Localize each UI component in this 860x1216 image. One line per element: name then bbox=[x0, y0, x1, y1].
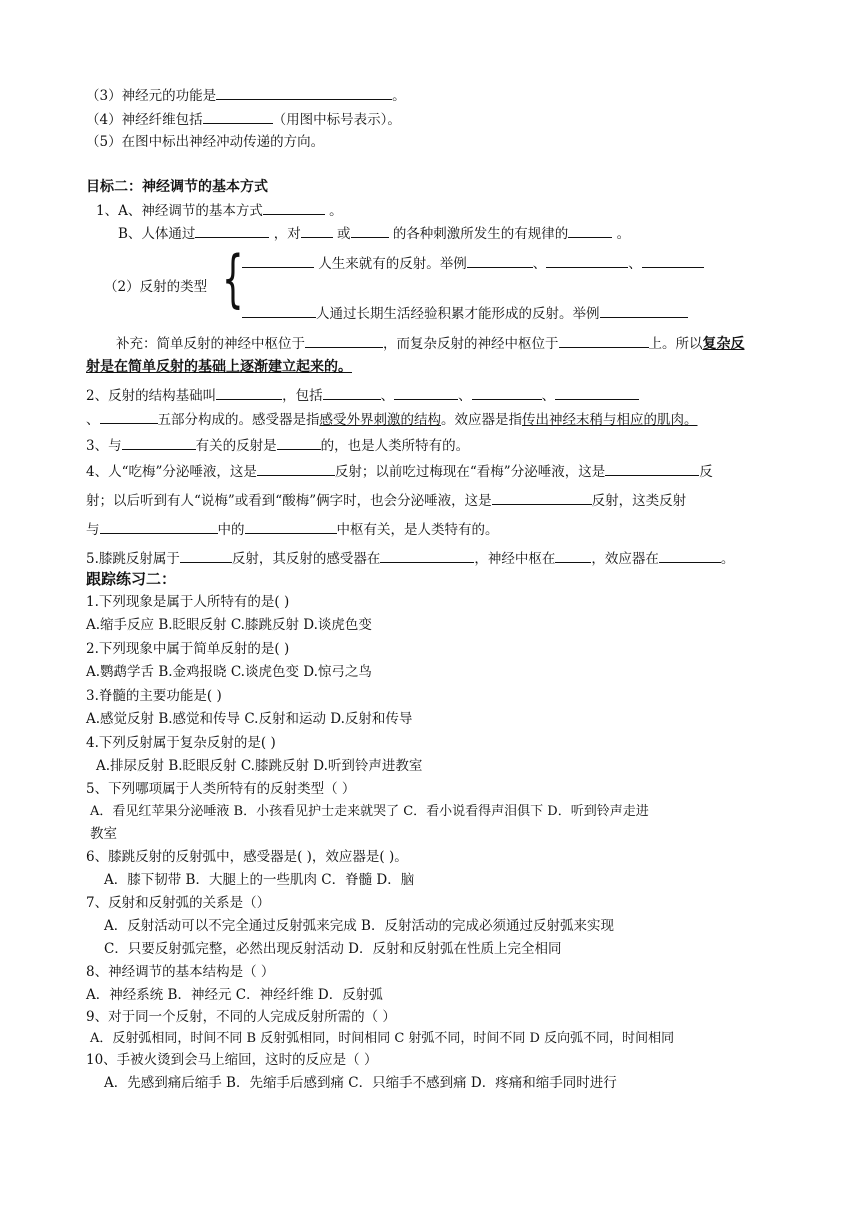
answer-blank[interactable] bbox=[568, 224, 612, 238]
goal2-item5: 5.膝跳反射属于 反射，其反射的感受器在 ，神经中枢在 ，效应器在 。 bbox=[86, 551, 735, 567]
answer-blank[interactable] bbox=[122, 436, 196, 450]
reflex-type-complex: 人通过长期生活经验积累才能形成的反射。举例 bbox=[242, 304, 688, 323]
answer-blank[interactable] bbox=[245, 520, 337, 534]
answer-blank[interactable] bbox=[305, 334, 383, 348]
answer-blank[interactable] bbox=[600, 304, 688, 318]
answer-blank[interactable] bbox=[100, 410, 158, 424]
practice-q3-options: A.感觉反射 B.感觉和传导 C.反射和运动 D.反射和传导 bbox=[86, 711, 413, 727]
practice-q4: 4.下列反射属于复杂反射的是( ) bbox=[86, 735, 276, 751]
goal2-item4-line1: 4、人“吃梅”分泌唾液，这是 反射；以前吃过梅现在“看梅”分泌唾液，这是 反 bbox=[86, 464, 713, 480]
practice-q9: 9、对于同一个反射，不同的人完成反射所需的（ ） bbox=[86, 1009, 396, 1025]
practice-q5: 5、下列哪项属于人类所特有的反射类型（ ） bbox=[86, 781, 356, 797]
answer-blank[interactable] bbox=[555, 549, 591, 563]
practice-q2-options: A.鹦鹉学舌 B.金鸡报晓 C.谈虎色变 D.惊弓之鸟 bbox=[86, 664, 372, 680]
answer-blank[interactable] bbox=[559, 334, 649, 348]
practice-q10-options: A．先感到痛后缩手 B．先缩手后感到痛 C．只缩手不感到痛 D．疼痛和缩手同时进行 bbox=[104, 1075, 617, 1091]
practice-q1-options: A.缩手反应 B.眨眼反射 C.膝跳反射 D.谈虎色变 bbox=[86, 617, 372, 633]
goal2-item1a: 1、A、神经调节的基本方式 。 bbox=[96, 203, 343, 219]
answer-blank[interactable] bbox=[242, 254, 314, 268]
answer-blank[interactable] bbox=[394, 386, 458, 400]
answer-blank[interactable] bbox=[216, 386, 282, 400]
practice-q8-options: A．神经系统 B．神经元 C．神经纤维 D．反射弧 bbox=[86, 987, 383, 1003]
answer-blank[interactable] bbox=[100, 520, 218, 534]
brace-symbol: { bbox=[222, 242, 244, 315]
answer-blank[interactable] bbox=[605, 462, 699, 476]
practice-q9-options: A．反射弧相同，时间不同 B 反射弧相同，时间相同 C 射弧不同，时间不同 D 反向弧不同，时间相同 bbox=[90, 1031, 675, 1046]
goal2-item3: 3、与 有关的反射是 的，也是人类所特有的。 bbox=[86, 438, 470, 454]
goal2-item2: 2、反射的结构基础叫 ，包括 、 、 、 bbox=[86, 386, 639, 405]
practice-q1: 1.下列现象是属于人所特有的是( ) bbox=[86, 594, 290, 610]
section-title-practice2: 跟踪练习二： bbox=[86, 570, 177, 588]
answer-blank[interactable] bbox=[263, 201, 325, 215]
goal2-item2b: 、 五部分构成的。感受器是指感受外界刺激的结构。效应器是指传出神经末稍与相应的肌肉。 bbox=[86, 412, 698, 428]
supplement-emphasis: 射是在简单反射的基础上逐渐建立起来的。 bbox=[86, 359, 352, 375]
goal2-item4-line3: 与 中的 中枢有关，是人类特有的。 bbox=[86, 522, 499, 538]
answer-blank[interactable] bbox=[242, 304, 316, 318]
answer-blank[interactable] bbox=[380, 549, 474, 563]
goal2-item4-line2: 射；以后听到有人“说梅”或看到“酸梅”俩字时，也会分泌唾液，这是 反射，这类反射 bbox=[86, 493, 687, 509]
answer-blank[interactable] bbox=[467, 254, 533, 268]
answer-blank[interactable] bbox=[472, 386, 542, 400]
practice-q7-options-2: C．只要反射弧完整，必然出现反射活动 D．反射和反射弧在性质上完全相同 bbox=[104, 941, 562, 957]
answer-blank[interactable] bbox=[277, 436, 321, 450]
question-5-line: （5）在图中标出神经冲动传递的方向。 bbox=[86, 134, 325, 150]
answer-blank[interactable] bbox=[492, 491, 592, 505]
practice-q10: 10、手被火烫到会马上缩回，这时的反应是（ ） bbox=[86, 1052, 378, 1068]
question-3-line: （3）神经元的功能是 。 bbox=[86, 88, 406, 104]
answer-blank[interactable] bbox=[659, 549, 721, 563]
answer-blank[interactable] bbox=[203, 110, 273, 124]
answer-blank[interactable] bbox=[546, 254, 628, 268]
answer-blank[interactable] bbox=[257, 462, 335, 476]
answer-blank[interactable] bbox=[351, 224, 389, 238]
practice-q7-options-1: A．反射活动可以不完全通过反射弧来完成 B．反射活动的完成必须通过反射弧来实现 bbox=[104, 918, 614, 934]
practice-q2: 2.下列现象中属于简单反射的是( ) bbox=[86, 641, 290, 657]
practice-q8: 8、神经调节的基本结构是（ ） bbox=[86, 964, 275, 980]
practice-q4-options: A.排尿反射 B.眨眼反射 C.膝跳反射 D.听到铃声进教室 bbox=[96, 758, 423, 774]
practice-q5-options-cont: 教室 bbox=[90, 826, 117, 842]
practice-q3: 3.脊髓的主要功能是( ) bbox=[86, 688, 222, 704]
answer-blank[interactable] bbox=[301, 224, 333, 238]
question-4-line: （4）神经纤维包括 （用图中标号表示）。 bbox=[86, 112, 401, 128]
reflex-type-label: （2）反射的类型 bbox=[104, 279, 208, 295]
answer-blank[interactable] bbox=[323, 386, 381, 400]
answer-blank[interactable] bbox=[180, 549, 232, 563]
practice-q5-options: A．看见红苹果分泌唾液 B．小孩看见护士走来就哭了 C．看小说看得声泪俱下 D．听到铃声走进 bbox=[90, 804, 649, 819]
goal2-item1b: B、人体通过 ，对 或 的各种刺激所发生的有规律的 。 bbox=[118, 226, 631, 242]
answer-blank[interactable] bbox=[216, 86, 392, 100]
practice-q7: 7、反射和反射弧的关系是（） bbox=[86, 895, 271, 911]
supplement-line: 补充：简单反射的神经中枢位于 ，而复杂反射的神经中枢位于 上。所以复杂反 bbox=[116, 336, 745, 352]
practice-q6: 6、膝跳反射的反射弧中，感受器是( )，效应器是( )。 bbox=[86, 849, 408, 865]
answer-blank[interactable] bbox=[195, 224, 269, 238]
practice-q6-options: A．膝下韧带 B．大腿上的一些肌肉 C．脊髓 D．脑 bbox=[104, 872, 415, 888]
answer-blank[interactable] bbox=[642, 254, 704, 268]
section-title-goal2: 目标二：神经调节的基本方式 bbox=[86, 179, 268, 195]
reflex-type-simple: 人生来就有的反射。举例 、 、 bbox=[242, 254, 704, 273]
answer-blank[interactable] bbox=[555, 386, 639, 400]
